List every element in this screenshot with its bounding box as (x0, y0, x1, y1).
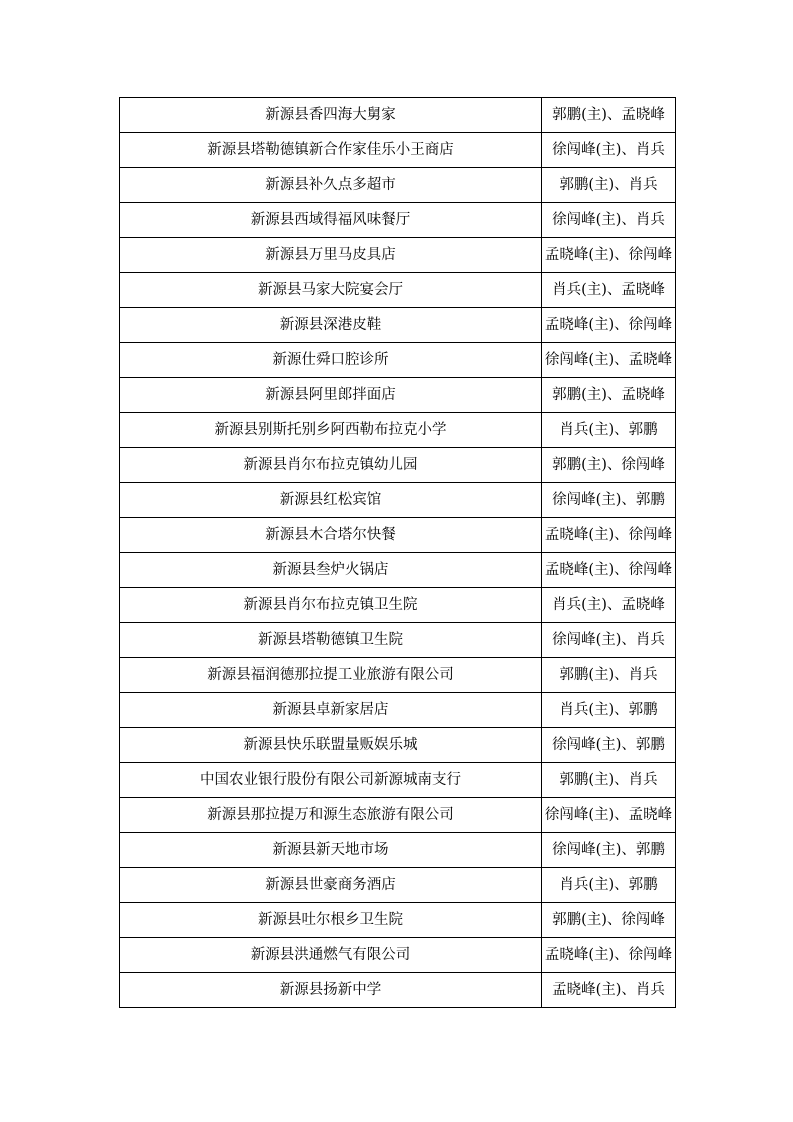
table-row (120, 343, 676, 378)
unit-name-cell: 新源县那拉提万和源生态旅游有限公司 (120, 798, 542, 833)
unit-name-cell: 新源县肖尔布拉克镇幼儿园 (120, 448, 542, 483)
unit-name-cell: 新源县洪通燃气有限公司 (120, 938, 542, 973)
unit-name-cell: 新源县深港皮鞋 (120, 308, 542, 343)
unit-name-cell: 新源县木合塔尔快餐 (120, 518, 542, 553)
table-row (120, 98, 676, 133)
staff-cell: 徐闯峰(主)、郭鹏 (542, 833, 676, 868)
staff-cell: 徐闯峰(主)、郭鹏 (542, 728, 676, 763)
table-row (120, 658, 676, 693)
staff-cell: 孟晓峰(主)、徐闯峰 (542, 938, 676, 973)
table-row (120, 518, 676, 553)
unit-name-cell: 新源县扬新中学 (120, 973, 542, 1008)
staff-cell: 郭鹏(主)、徐闯峰 (542, 448, 676, 483)
unit-name-cell: 新源县万里马皮具店 (120, 238, 542, 273)
table-row (120, 413, 676, 448)
staff-cell: 郭鹏(主)、孟晓峰 (542, 98, 676, 133)
table-row (120, 378, 676, 413)
unit-name-cell: 新源县塔勒德镇新合作家佳乐小王商店 (120, 133, 542, 168)
unit-name-cell: 中国农业银行股份有限公司新源城南支行 (120, 763, 542, 798)
unit-name-cell: 新源县肖尔布拉克镇卫生院 (120, 588, 542, 623)
staff-cell: 郭鹏(主)、孟晓峰 (542, 378, 676, 413)
unit-name-cell: 新源县新天地市场 (120, 833, 542, 868)
table-row (120, 168, 676, 203)
table-row (120, 868, 676, 903)
staff-cell: 郭鹏(主)、徐闯峰 (542, 903, 676, 938)
table-row (120, 133, 676, 168)
unit-name-cell: 新源县吐尔根乡卫生院 (120, 903, 542, 938)
unit-name-cell: 新源县塔勒德镇卫生院 (120, 623, 542, 658)
unit-name-cell: 新源县补久点多超市 (120, 168, 542, 203)
unit-name-cell: 新源县别斯托别乡阿西勒布拉克小学 (120, 413, 542, 448)
table-row (120, 728, 676, 763)
staff-cell: 孟晓峰(主)、徐闯峰 (542, 518, 676, 553)
staff-cell: 徐闯峰(主)、孟晓峰 (542, 798, 676, 833)
unit-name-cell: 新源县红松宾馆 (120, 483, 542, 518)
unit-name-cell: 新源县马家大院宴会厅 (120, 273, 542, 308)
table-row (120, 553, 676, 588)
table-row (120, 448, 676, 483)
staff-cell: 肖兵(主)、孟晓峰 (542, 588, 676, 623)
unit-name-cell: 新源县福润德那拉提工业旅游有限公司 (120, 658, 542, 693)
staff-cell: 肖兵(主)、郭鹏 (542, 868, 676, 903)
table-row (120, 973, 676, 1008)
table-row (120, 623, 676, 658)
staff-cell: 徐闯峰(主)、肖兵 (542, 203, 676, 238)
inspection-table (119, 97, 676, 1008)
table-row (120, 798, 676, 833)
table-row (120, 308, 676, 343)
table-row (120, 238, 676, 273)
staff-cell: 徐闯峰(主)、肖兵 (542, 623, 676, 658)
table-row (120, 483, 676, 518)
staff-cell: 郭鹏(主)、肖兵 (542, 658, 676, 693)
table-row (120, 938, 676, 973)
unit-name-cell: 新源县阿里郎拌面店 (120, 378, 542, 413)
staff-cell: 孟晓峰(主)、徐闯峰 (542, 553, 676, 588)
staff-cell: 徐闯峰(主)、孟晓峰 (542, 343, 676, 378)
staff-cell: 肖兵(主)、孟晓峰 (542, 273, 676, 308)
staff-cell: 徐闯峰(主)、郭鹏 (542, 483, 676, 518)
table-row (120, 903, 676, 938)
staff-cell: 孟晓峰(主)、肖兵 (542, 973, 676, 1008)
unit-name-cell: 新源县香四海大舅家 (120, 98, 542, 133)
table-row (120, 203, 676, 238)
table-row (120, 763, 676, 798)
unit-name-cell: 新源县世豪商务酒店 (120, 868, 542, 903)
staff-cell: 徐闯峰(主)、肖兵 (542, 133, 676, 168)
staff-cell: 郭鹏(主)、肖兵 (542, 763, 676, 798)
staff-cell: 郭鹏(主)、肖兵 (542, 168, 676, 203)
unit-name-cell: 新源县西域得福风味餐厅 (120, 203, 542, 238)
staff-cell: 孟晓峰(主)、徐闯峰 (542, 238, 676, 273)
table-row (120, 693, 676, 728)
table-row (120, 588, 676, 623)
unit-name-cell: 新源县卓新家居店 (120, 693, 542, 728)
staff-cell: 肖兵(主)、郭鹏 (542, 693, 676, 728)
unit-name-cell: 新源县快乐联盟量贩娱乐城 (120, 728, 542, 763)
table-row (120, 833, 676, 868)
unit-name-cell: 新源仕舜口腔诊所 (120, 343, 542, 378)
staff-cell: 肖兵(主)、郭鹏 (542, 413, 676, 448)
staff-cell: 孟晓峰(主)、徐闯峰 (542, 308, 676, 343)
unit-name-cell: 新源县叁炉火锅店 (120, 553, 542, 588)
table-row (120, 273, 676, 308)
